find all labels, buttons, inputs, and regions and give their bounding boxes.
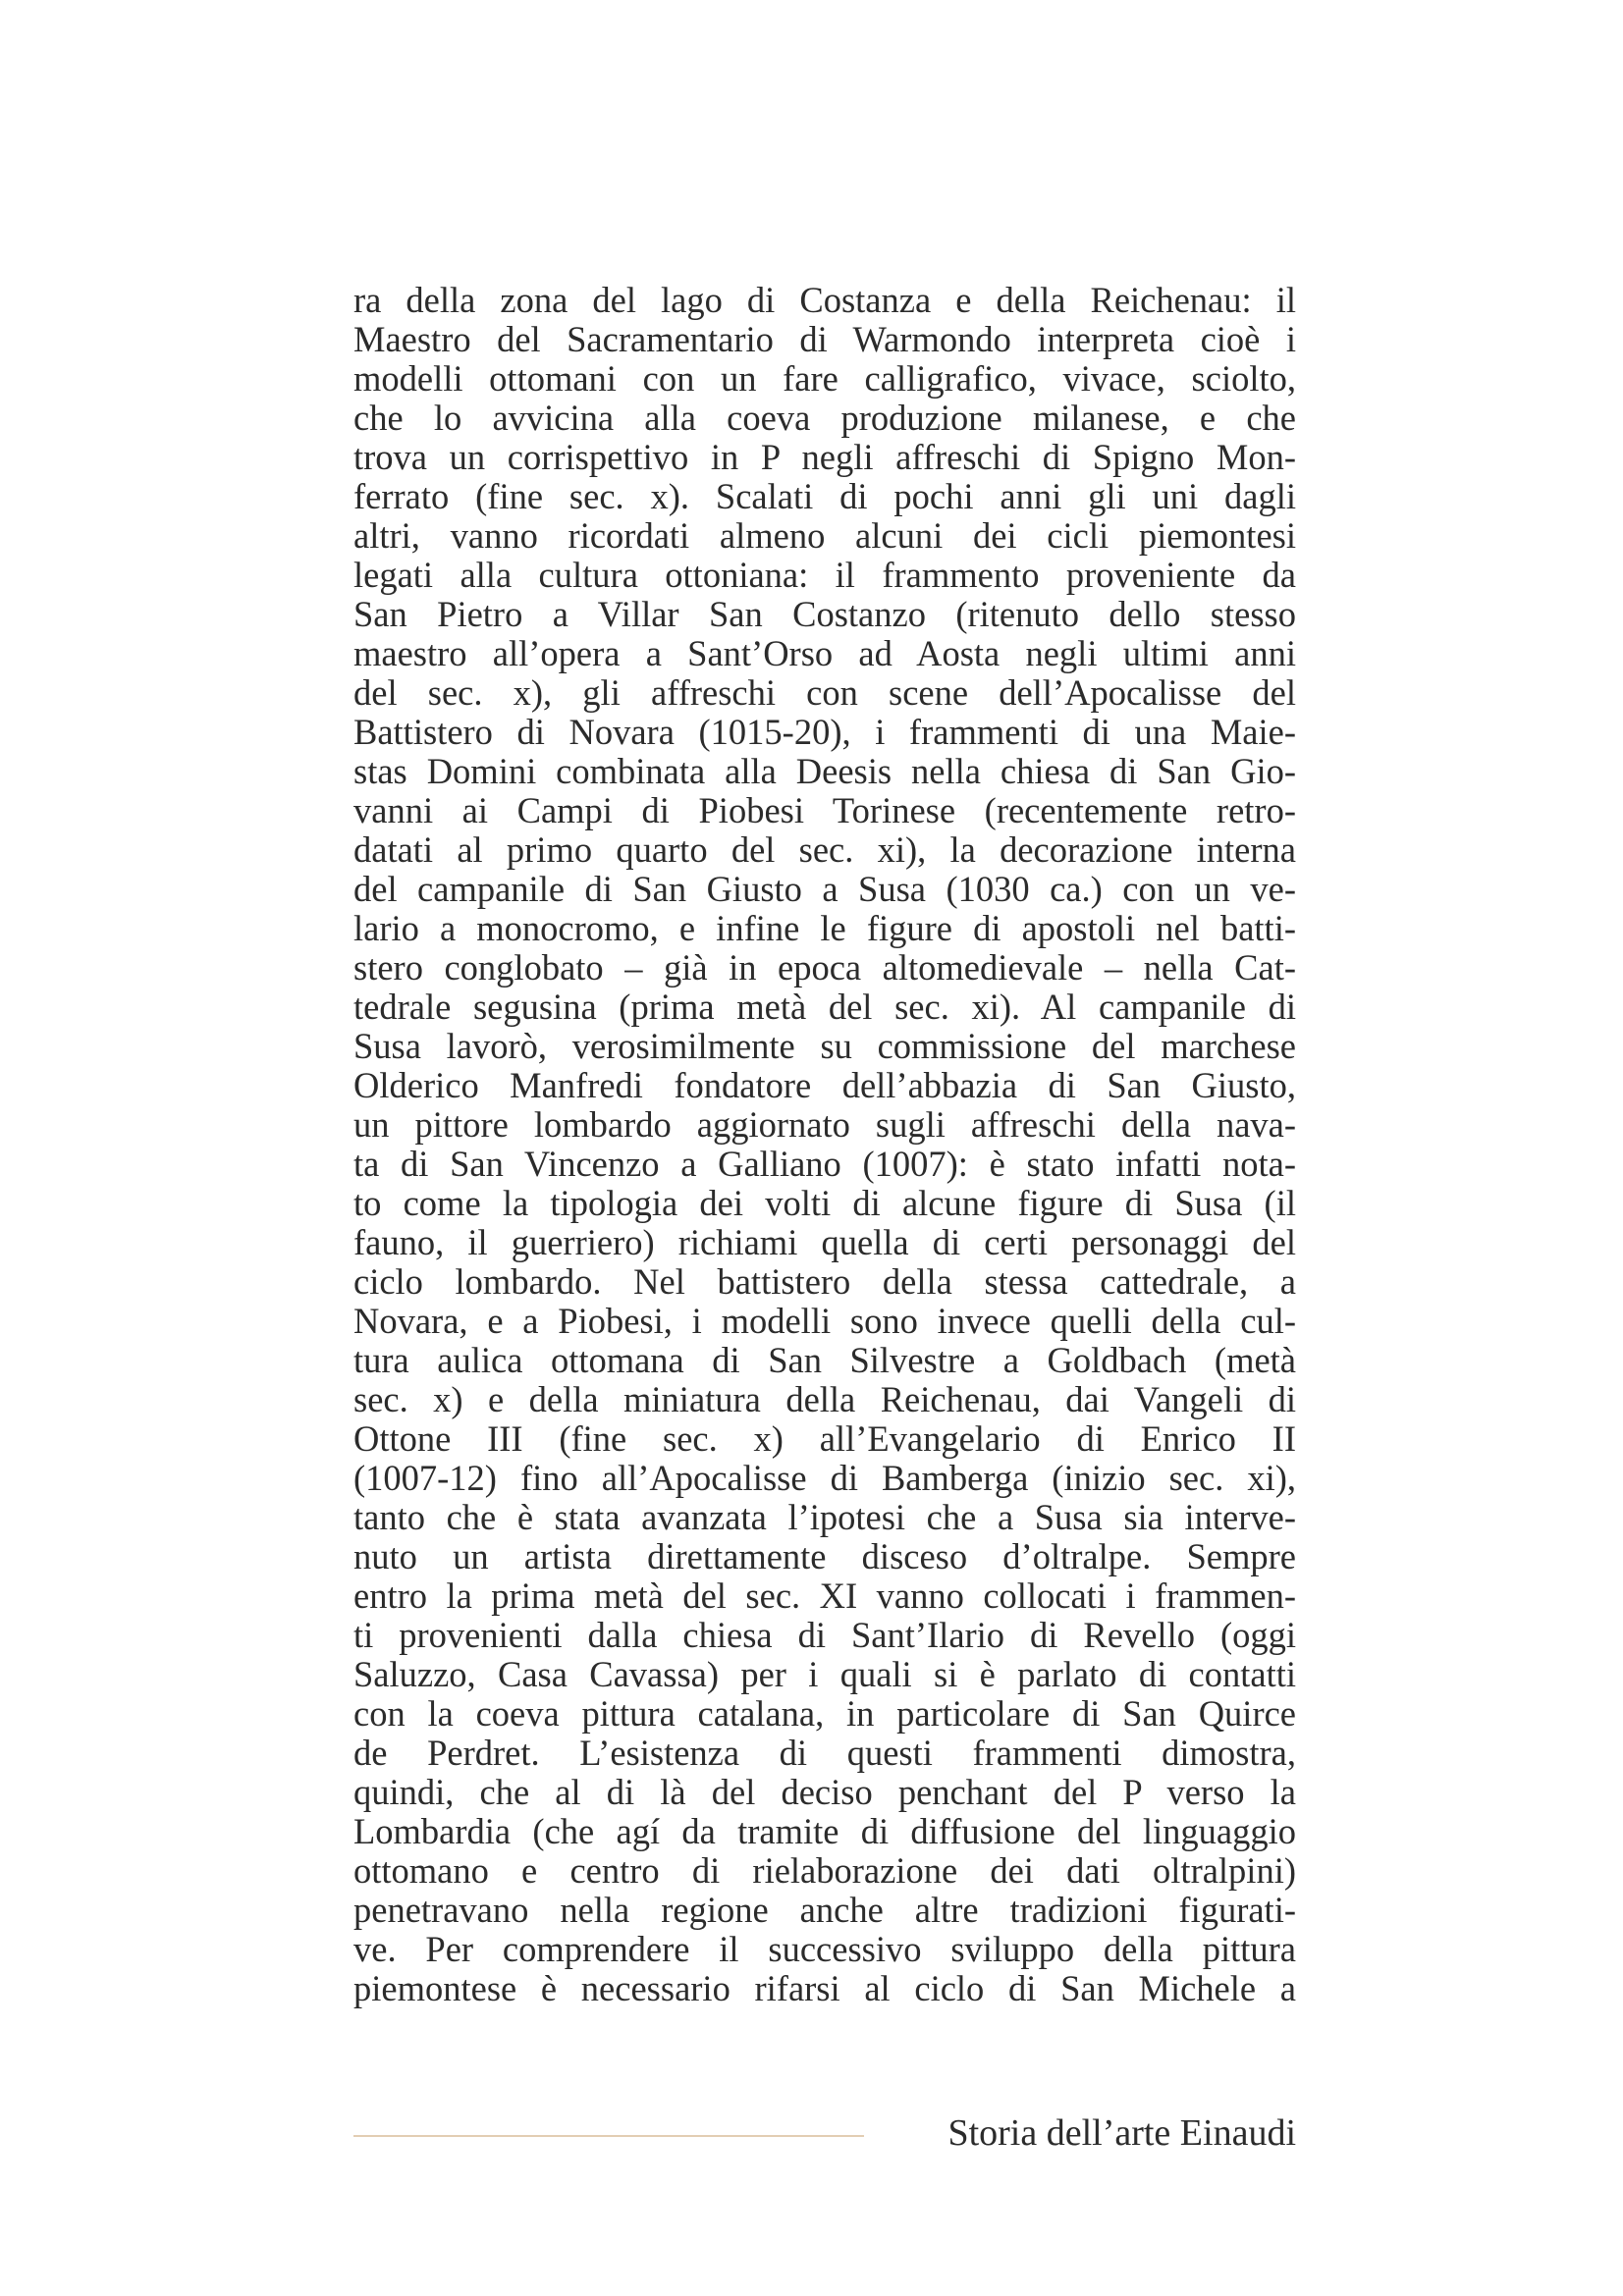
text-line: de Perdret. L’esistenza di questi frammenti dimostra, [353,1733,1296,1773]
text-line: del campanile di San Giusto a Susa (1030 ca.) con un ve- [353,869,1296,909]
text-line: Susa lavorò, verosimilmente su commissione del marchese [353,1026,1296,1066]
text-line: ve. Per comprendere il successivo sviluppo della pittura [353,1929,1296,1969]
text-line: Battistero di Novara (1015-20), i frammenti di una Maie- [353,712,1296,752]
text-line: ottomano e centro di rielaborazione dei dati oltralpini) [353,1850,1296,1891]
text-line: to come la tipologia dei volti di alcune figure di Susa (il [353,1183,1296,1223]
text-line: del sec. x), gli affreschi con scene dell’Apocalisse del [353,672,1296,713]
text-line: sec. x) e della miniatura della Reichenau, dai Vangeli di [353,1379,1296,1419]
text-line: quindi, che al di là del deciso penchant del P verso la [353,1772,1296,1812]
footer-rule [353,2135,864,2137]
text-line: un pittore lombardo aggiornato sugli affreschi della nava- [353,1104,1296,1145]
text-line: ciclo lombardo. Nel battistero della stessa cattedrale, a [353,1261,1296,1302]
text-line: lario a monocromo, e infine le figure di apostoli nel batti- [353,908,1296,948]
text-line: San Pietro a Villar San Costanzo (ritenuto dello stesso [353,594,1296,634]
page-footer [353,2106,1296,2164]
text-line: piemontese è necessario rifarsi al ciclo di San Michele a [353,1968,1296,2008]
text-line: vanni ai Campi di Piobesi Torinese (recentemente retro- [353,790,1296,830]
text-line: altri, vanno ricordati almeno alcuni dei cicli piemontesi [353,515,1296,556]
text-line: penetravano nella regione anche altre tradizioni figurati- [353,1890,1296,1930]
body-text [353,281,1296,2008]
text-line: ti provenienti dalla chiesa di Sant’Ilario di Revello (oggi [353,1615,1296,1655]
text-line: Maestro del Sacramentario di Warmondo interpreta cioè i [353,319,1296,359]
text-line: con la coeva pittura catalana, in particolare di San Quirce [353,1693,1296,1734]
text-line: Novara, e a Piobesi, i modelli sono invece quelli della cul- [353,1301,1296,1341]
text-line: stero conglobato – già in epoca altomedievale – nella Cat- [353,947,1296,988]
text-line: ferrato (fine sec. x). Scalati di pochi anni gli uni dagli [353,476,1296,516]
text-line: ra della zona del lago di Costanza e della Reichenau: il [353,280,1296,320]
text-line: datati al primo quarto del sec. xi), la decorazione interna [353,829,1296,870]
text-line: legati alla cultura ottoniana: il frammento proveniente da [353,555,1296,595]
text-line: fauno, il guerriero) richiami quella di certi personaggi del [353,1222,1296,1262]
text-line: che lo avvicina alla coeva produzione milanese, e che [353,398,1296,438]
text-line: ta di San Vincenzo a Galliano (1007): è stato infatti nota- [353,1144,1296,1184]
text-line: modelli ottomani con un fare calligrafico, vivace, sciolto, [353,358,1296,399]
text-line: entro la prima metà del sec. XI vanno collocati i frammen- [353,1575,1296,1616]
footer-title: Storia dell’arte Einaudi [947,2112,1296,2154]
text-line: maestro all’opera a Sant’Orso ad Aosta negli ultimi anni [353,633,1296,673]
text-line: trova un corrispettivo in P negli affreschi di Spigno Mon- [353,437,1296,477]
text-line: Saluzzo, Casa Cavassa) per i quali si è parlato di contatti [353,1654,1296,1694]
text-line: stas Domini combinata alla Deesis nella chiesa di San Gio- [353,751,1296,791]
text-line: Olderico Manfredi fondatore dell’abbazia di San Giusto, [353,1065,1296,1105]
text-line: (1007-12) fino all’Apocalisse di Bamberga (inizio sec. xi), [353,1458,1296,1498]
text-line: nuto un artista direttamente disceso d’oltralpe. Sempre [353,1536,1296,1576]
text-line: tanto che è stata avanzata l’ipotesi che a Susa sia interve- [353,1497,1296,1537]
text-line: tura aulica ottomana di San Silvestre a Goldbach (metà [353,1340,1296,1380]
text-line: Lombardia (che agí da tramite di diffusione del linguaggio [353,1811,1296,1851]
text-line: Ottone III (fine sec. x) all’Evangelario di Enrico II [353,1418,1296,1459]
text-line: tedrale segusina (prima metà del sec. xi). Al campanile di [353,987,1296,1027]
